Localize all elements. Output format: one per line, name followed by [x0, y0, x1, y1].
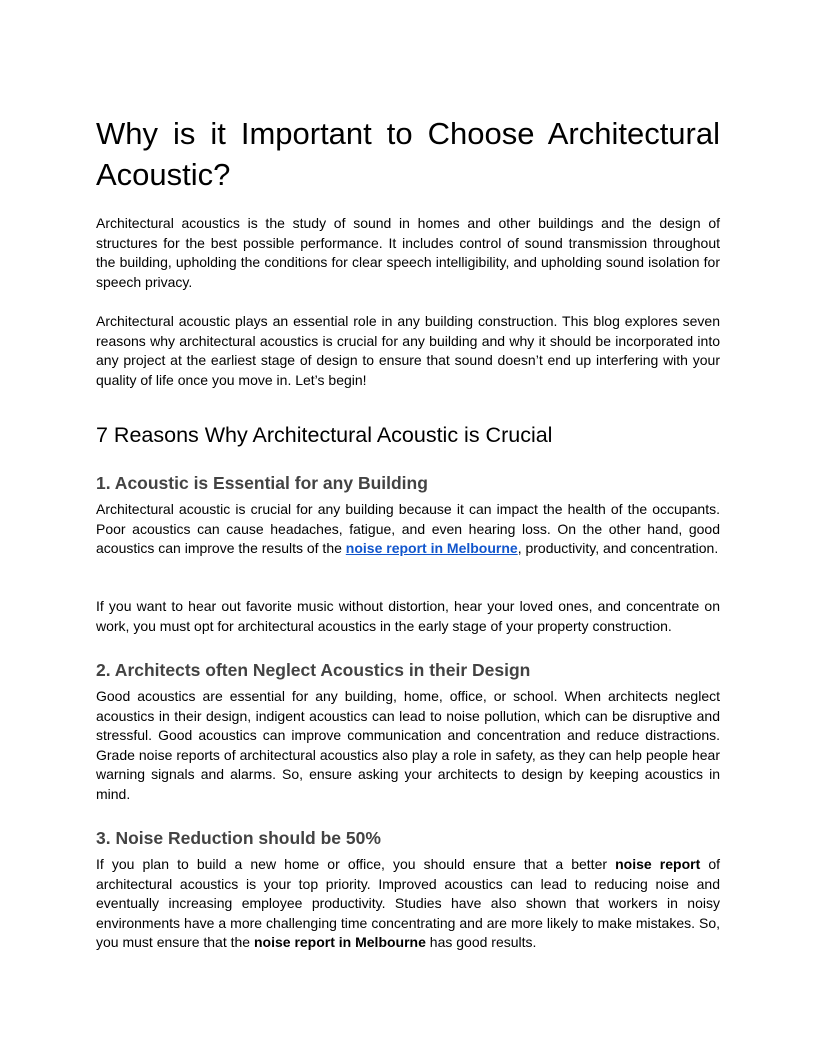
reason-2-heading: 2. Architects often Neglect Acoustics in their Design [96, 660, 531, 680]
reason-1-paragraph-2: If you want to hear out favorite music without distortion, hear your loved ones, and concentrate on work, you must opt for architectural acoustics in the early stage of your property construction. [96, 598, 720, 634]
reason-1-heading: 1. Acoustic is Essential for any Building [96, 473, 428, 493]
reason-1-text-b: , productivity, and concentration. [517, 540, 719, 556]
reason-3-text-b: of architectural acoustics is your top priority. Improved acoustics can lead to reducing noise and eventually increasing employee productivity. Studies have also shown that workers in noisy environments have a more challenging time concentrating and are more likely to make mistakes. So, you must ensure that the [96, 856, 720, 950]
noise-report-melbourne-bold: noise report in Melbourne [253, 934, 426, 950]
reason-3-text-c: has good results. [425, 934, 537, 950]
page-title: Why is it Important to Choose Architectural Acoustic? [96, 116, 720, 192]
reason-1-paragraph-1 [96, 500, 720, 559]
reason-3-paragraph-1 [96, 855, 720, 953]
noise-report-melbourne-link[interactable]: noise report in Melbourne [345, 540, 518, 556]
section-heading: 7 Reasons Why Architectural Acoustic is Crucial [96, 423, 553, 447]
intro-paragraph-2: Architectural acoustic plays an essential role in any building construction. This blog explores seven reasons why architectural acoustics is crucial for any building and why it should be incorporated into any project at the earliest stage of design to ensure that sound doesn’t end up interfering with your quality of life once you move in. Let’s begin! [96, 313, 720, 388]
reason-3-text-a: If you plan to build a new home or office, you should ensure that a better [96, 856, 616, 872]
noise-report-bold: noise report [615, 856, 701, 872]
reason-3-heading: 3. Noise Reduction should be 50% [96, 828, 381, 848]
intro-paragraph-1: Architectural acoustics is the study of sound in homes and other buildings and the design of structures for the best possible performance. It includes control of sound transmission throughout the building, upholding the conditions for clear speech intelligibility, and upholding sound isolation for speech privacy. [96, 215, 720, 290]
reason-2-paragraph-1: Good acoustics are essential for any building, home, office, or school. When architects neglect acoustics in their design, indigent acoustics can lead to noise pollution, which can be disruptive and stressful. Good acoustics can improve communication and concentration and reduce distractions. Grade noise reports of architectural acoustics also play a role in safety, as they can help people hear warning signals and alarms. So, ensure asking your architects to design by keeping acoustics in mind. [96, 688, 720, 802]
reason-1-text-a: Architectural acoustic is crucial for any building because it can impact the health of the occupants. Poor acoustics can cause headaches, fatigue, and even hearing loss. On the other hand, good acoustics can improve the results of the [96, 501, 720, 556]
